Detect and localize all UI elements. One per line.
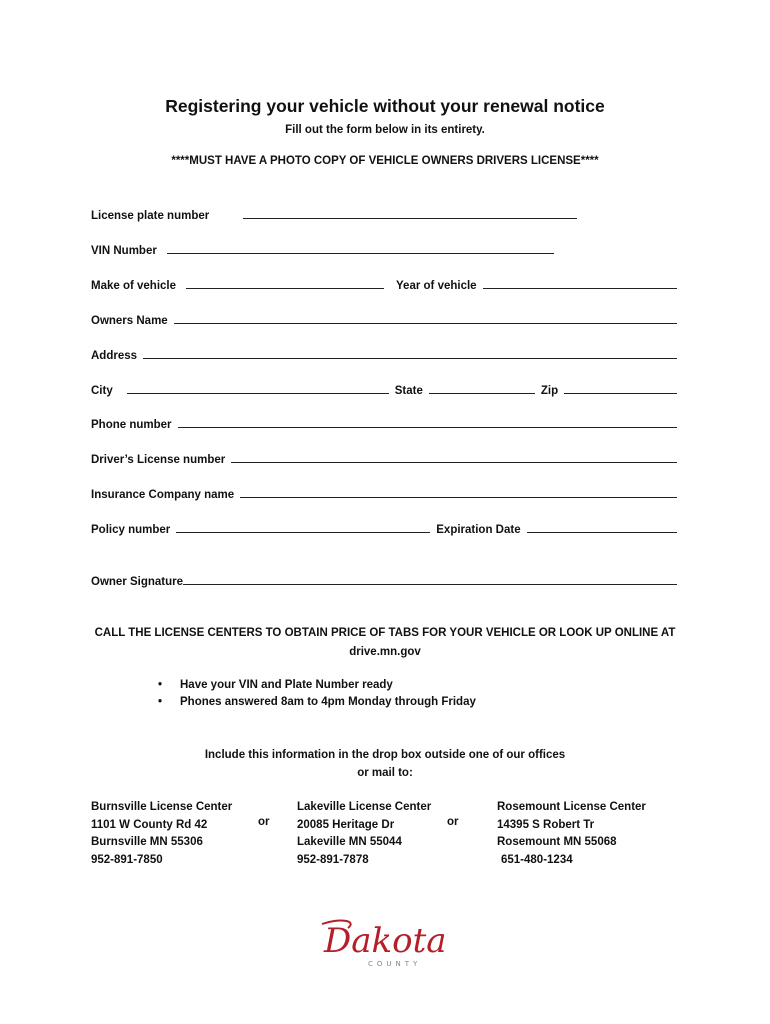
owners-name-field[interactable] — [174, 310, 677, 324]
year-field[interactable] — [483, 275, 677, 289]
vin-label: VIN Number — [91, 245, 157, 257]
drivers-license-row — [91, 448, 677, 466]
signature-field[interactable] — [183, 571, 677, 585]
city-field[interactable] — [127, 380, 389, 394]
phone-row — [91, 413, 677, 431]
form-instructions: Fill out the form below in its entirety. — [285, 124, 485, 136]
signature-label: Owner Signature — [91, 576, 184, 588]
office-city: Lakeville MN 55044 — [297, 836, 402, 848]
policy-field[interactable] — [176, 519, 430, 533]
office-burnsville — [91, 799, 232, 869]
website-link[interactable]: drive.mn.gov — [349, 646, 421, 658]
vin-field[interactable] — [167, 240, 554, 254]
state-field[interactable] — [429, 380, 535, 394]
office-name: Burnsville License Center — [91, 801, 233, 813]
phone-label: Phone number — [91, 419, 172, 431]
zip-label: Zip — [540, 385, 559, 397]
list-item: • Phones answered 8am to 4pm Monday through Friday — [158, 694, 476, 711]
office-rosemount — [497, 799, 646, 869]
list-item: • Have your VIN and Plate Number ready — [158, 677, 476, 694]
city-state-zip-row — [91, 379, 677, 397]
make-year-row — [91, 274, 677, 292]
insurance-label: Insurance Company name — [91, 489, 235, 501]
license-requirement-notice: ****MUST HAVE A PHOTO COPY OF VEHICLE OWNERS DRIVERS LICENSE**** — [171, 155, 599, 167]
dakota-county-logo — [318, 916, 452, 970]
owners-name-row — [91, 309, 677, 327]
city-label: City — [91, 385, 113, 397]
mail-to-text: or mail to: — [357, 767, 413, 779]
list-item-text: Phones answered 8am to 4pm Monday through Friday — [180, 696, 476, 708]
policy-label: Policy number — [91, 524, 171, 536]
signature-row — [91, 570, 677, 588]
office-name: Rosemount License Center — [497, 801, 646, 813]
address-field[interactable] — [143, 345, 677, 359]
zip-field[interactable] — [564, 380, 677, 394]
drivers-license-field[interactable] — [231, 449, 677, 463]
make-field[interactable] — [186, 275, 384, 289]
instructions-list — [158, 677, 476, 711]
phone-field[interactable] — [178, 414, 677, 428]
make-label: Make of vehicle — [91, 280, 177, 292]
office-phone: 952-891-7878 — [297, 853, 369, 866]
logo-subword: COUNTY — [368, 960, 422, 968]
page-title: Registering your vehicle without your renewal notice — [165, 96, 605, 116]
mail-instructions — [0, 746, 770, 782]
vin-row — [91, 239, 677, 257]
expiration-field[interactable] — [527, 519, 677, 533]
insurance-field[interactable] — [240, 484, 677, 498]
state-label: State — [394, 385, 423, 397]
expiration-label: Expiration Date — [436, 524, 521, 536]
or-separator: or — [258, 816, 270, 828]
office-phone: 952-891-7850 — [91, 853, 163, 866]
call-notice — [60, 624, 710, 662]
office-name: Lakeville License Center — [297, 801, 432, 813]
office-city: Rosemount MN 55068 — [497, 836, 617, 848]
owners-name-label: Owners Name — [91, 315, 168, 327]
drivers-license-label: Driver’s License number — [91, 454, 226, 466]
include-text: Include this information in the drop box outside one of our offices — [204, 749, 566, 761]
license-plate-row — [91, 204, 677, 222]
office-city: Burnsville MN 55306 — [91, 836, 203, 848]
address-row — [91, 344, 677, 362]
office-street: 20085 Heritage Dr — [297, 818, 395, 831]
year-label: Year of vehicle — [396, 280, 477, 292]
license-plate-field[interactable] — [243, 205, 577, 219]
office-lakeville — [297, 799, 431, 869]
or-separator: or — [447, 816, 459, 828]
policy-row — [91, 518, 677, 536]
list-item-text: Have your VIN and Plate Number ready — [180, 679, 393, 691]
call-text: CALL THE LICENSE CENTERS TO OBTAIN PRICE OF TABS FOR YOUR VEHICLE OR LOOK UP ONLINE AT — [94, 627, 676, 639]
office-street: 1101 W County Rd 42 — [91, 818, 208, 831]
insurance-row — [91, 483, 677, 501]
office-street: 14395 S Robert Tr — [497, 818, 595, 831]
logo-word: Dakota — [324, 921, 447, 961]
office-phone: 651-480-1234 — [501, 853, 573, 866]
license-plate-label: License plate number — [91, 210, 210, 222]
address-label: Address — [91, 350, 138, 362]
